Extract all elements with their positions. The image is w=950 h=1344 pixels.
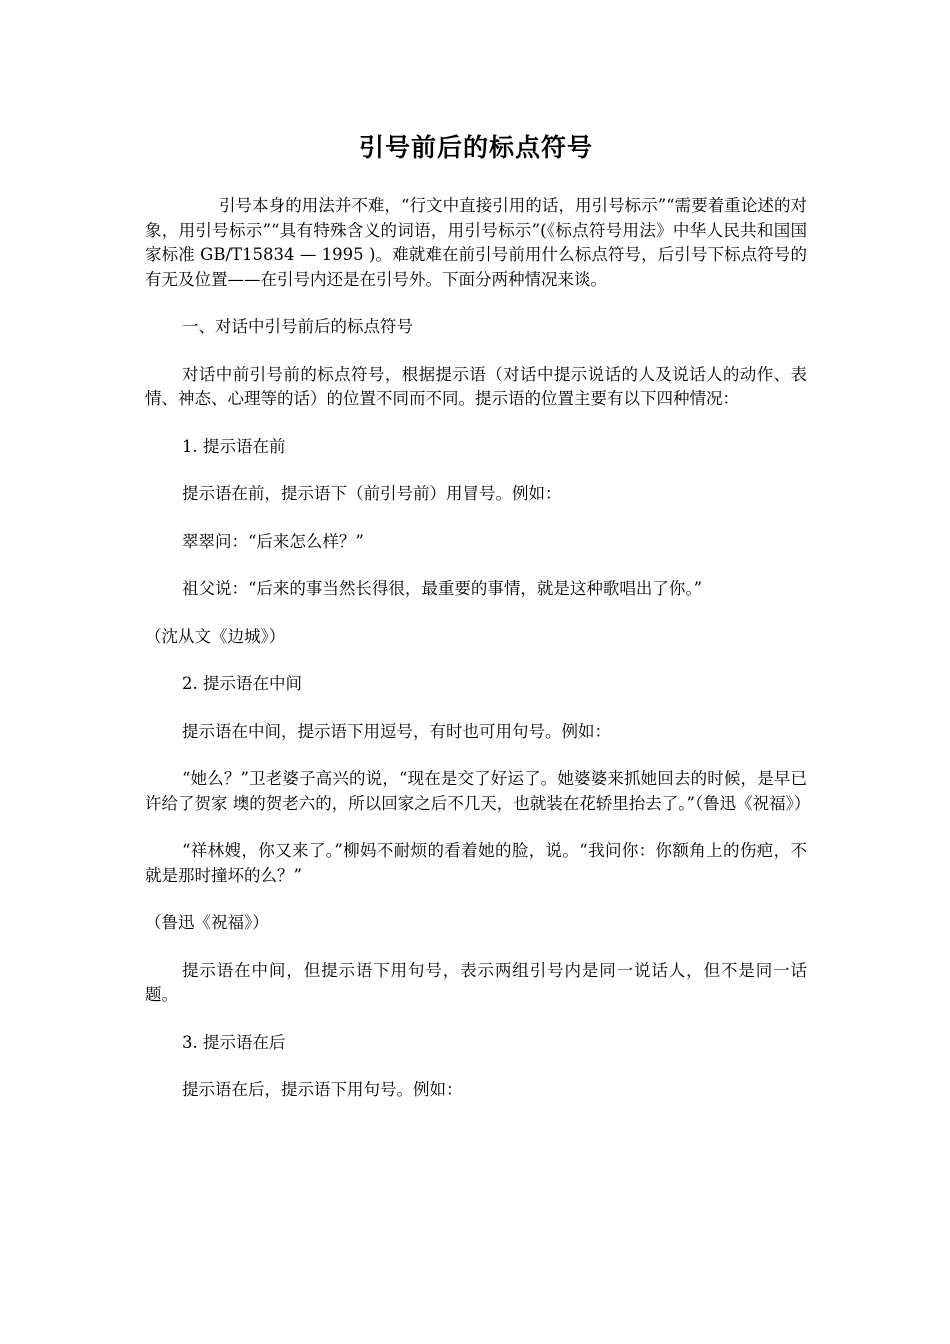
subsection-heading-2: 2. 提示语在中间 <box>182 674 302 693</box>
section-heading-1: 一、对话中引号前后的标点符号 <box>182 317 413 336</box>
body-paragraph: 提示语在后，提示语下用句号。例如： <box>182 1080 463 1099</box>
document-page <box>145 128 811 1126</box>
body-paragraph: 提示语在中间，提示语下用逗号，有时也可用句号。例如： <box>182 721 611 741</box>
subsection-heading-3: 3. 提示语在后 <box>182 1032 286 1052</box>
example-quote: “祥林嫂，你又来了。”柳妈不耐烦的看着她的脸，说。“我问你：你额角上的伤疤，不就是那时撞坏的么？” <box>145 841 807 885</box>
example-quote: “她么？”卫老婆子高兴的说，“现在是交了好运了。她婆婆来抓她回去的时候，是早已许给了贺家 墺的贺老六的，所以回家之后不几天，也就装在花轿里抬去了。”（鲁迅《祝福》） <box>145 769 811 813</box>
body-paragraph: 提示语在中间，但提示语下用句号，表示两组引号内是同一说话人，但不是同一话题。 <box>145 960 807 1004</box>
example-quote: 翠翠问：“后来怎么样？” <box>182 531 364 551</box>
example-quote: 祖父说：“后来的事当然长得很，最重要的事情，就是这种歌唱出了你。” <box>182 579 703 598</box>
citation: （沈从文《边城》） <box>145 626 286 646</box>
body-paragraph: 提示语在前，提示语下（前引号前）用冒号。例如： <box>182 484 562 503</box>
subsection-heading-1: 1. 提示语在前 <box>182 436 286 456</box>
body-paragraph: 对话中前引号前的标点符号，根据提示语（对话中提示说话的人及说话人的动作、表情、神态、心理等的话）的位置不同而不同。提示语的位置主要有以下四种情况： <box>145 364 807 408</box>
intro-paragraph: 引号本身的用法并不难，“行文中直接引用的话，用引号标示”“需要着重论述的对象，用引号标示”“具有特殊含义的词语，用引号标示”(《标点符号用法》中华人民共和国国家标准 GB/T15834 — 1995 )。难就难在前引号前用什么标点符号，后引号下标点符号的有无及位置——在引号内还是在引号外。下面分两种情况来谈。 <box>145 196 807 289</box>
citation: （鲁迅《祝福》） <box>145 913 269 932</box>
document-title: 引号前后的标点符号 <box>358 133 593 162</box>
